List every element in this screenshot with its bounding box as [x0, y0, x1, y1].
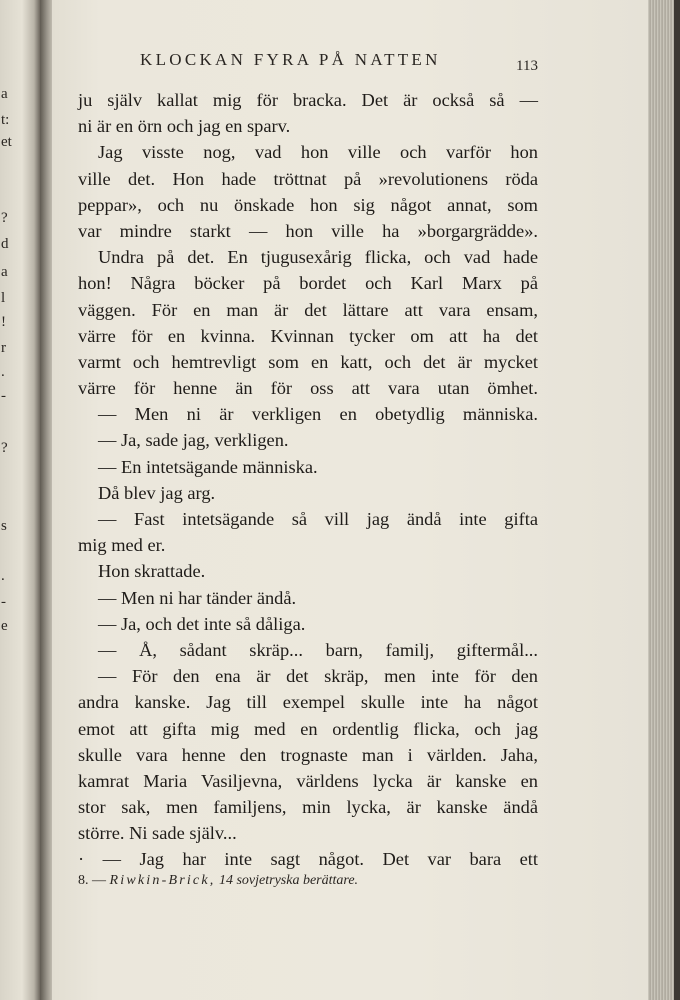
text-line: — En intetsägande människa.: [98, 456, 318, 477]
text-line: kamrat Maria Vasiljevna, världens lycka är kanske en: [78, 770, 538, 791]
left-char: ?: [1, 440, 8, 456]
text-line: värre för henne än för oss att vara utan ömhet.: [78, 378, 538, 399]
left-char: l: [1, 290, 6, 306]
text-line: varmt och hemtrevligt som en katt, och det är mycket: [78, 351, 538, 372]
text-line: · — Jag har inte sagt något. Det var bara ett: [78, 849, 538, 870]
text-line: emot att gifta mig med en ordentlig flicka, och jag: [78, 718, 538, 739]
text-line: — Å, sådant skräp... barn, familj, giftermål...: [98, 639, 538, 660]
signature-footer: [78, 873, 538, 889]
footer-author: Riwkin-Brick,: [109, 873, 216, 888]
left-char: -: [1, 594, 6, 610]
left-char: t:: [1, 112, 10, 128]
page-stack-edge: [648, 0, 680, 1000]
left-char: et: [1, 134, 12, 150]
left-page-margin-characters: [0, 0, 14, 1000]
left-char: .: [1, 568, 5, 584]
left-page-edge: [0, 0, 40, 1000]
text-line: väggen. För en man är det lättare att vara ensam,: [78, 299, 538, 320]
left-char: e: [1, 618, 8, 634]
text-line: — För den ena är det skräp, men inte för den: [98, 666, 538, 687]
body-text: [78, 87, 538, 873]
left-char: .: [1, 364, 5, 380]
text-line: mig med er.: [78, 535, 166, 556]
left-char: a: [1, 86, 8, 102]
text-line: stor sak, men familjens, min lycka, är kanske ändå: [78, 797, 538, 818]
left-char: r: [1, 340, 6, 356]
text-line: hon! Några böcker på bordet och Karl Marx på: [78, 273, 538, 294]
text-line: — Men ni är verkligen en obetydlig människa.: [98, 404, 538, 425]
left-char: d: [1, 236, 9, 252]
left-char: s: [1, 518, 7, 534]
text-line: Undra på det. En tjugusexårig flicka, och vad hade: [98, 247, 538, 268]
text-line: ni är en örn och jag en sparv.: [78, 116, 291, 137]
left-char: -: [1, 388, 6, 404]
signature-number: 8. —: [78, 873, 106, 888]
text-line: ju själv kallat mig för bracka. Det är också så —: [78, 90, 538, 110]
text-line: ville det. Hon hade tröttnat på »revolutionens röda: [78, 168, 538, 189]
text-line: Hon skrattade.: [98, 561, 206, 582]
text-line: andra kanske. Jag till exempel skulle inte ha något: [78, 692, 538, 713]
text-line: Jag visste nog, vad hon ville och varför hon: [98, 142, 538, 163]
text-line: — Ja, sade jag, verkligen.: [98, 430, 289, 451]
footer-book-title: 14 sovjetryska berättare.: [218, 873, 359, 888]
page-number: 113: [516, 58, 538, 74]
text-line: större. Ni sade själv...: [78, 823, 237, 844]
text-line: — Fast intetsägande så vill jag ändå inte gifta: [98, 509, 538, 529]
text-line: skulle vara henne den trognaste man i världen. Jaha,: [78, 744, 538, 765]
text-line: — Men ni har tänder ändå.: [98, 587, 297, 608]
left-char: !: [1, 314, 6, 330]
running-title: KLOCKAN FYRA PÅ NATTEN: [140, 50, 441, 69]
text-line: värre för en kvinna. Kvinnan tycker om att ha det: [78, 325, 538, 346]
left-char: a: [1, 264, 8, 280]
text-line: peppar», och nu önskade hon sig något annat, som: [78, 194, 538, 215]
text-line: var mindre starkt — hon ville ha »borgargrädde».: [78, 220, 538, 241]
text-line: — Ja, och det inte så dåliga.: [98, 613, 306, 634]
text-line: Då blev jag arg.: [98, 482, 216, 503]
left-char: ?: [1, 210, 8, 226]
